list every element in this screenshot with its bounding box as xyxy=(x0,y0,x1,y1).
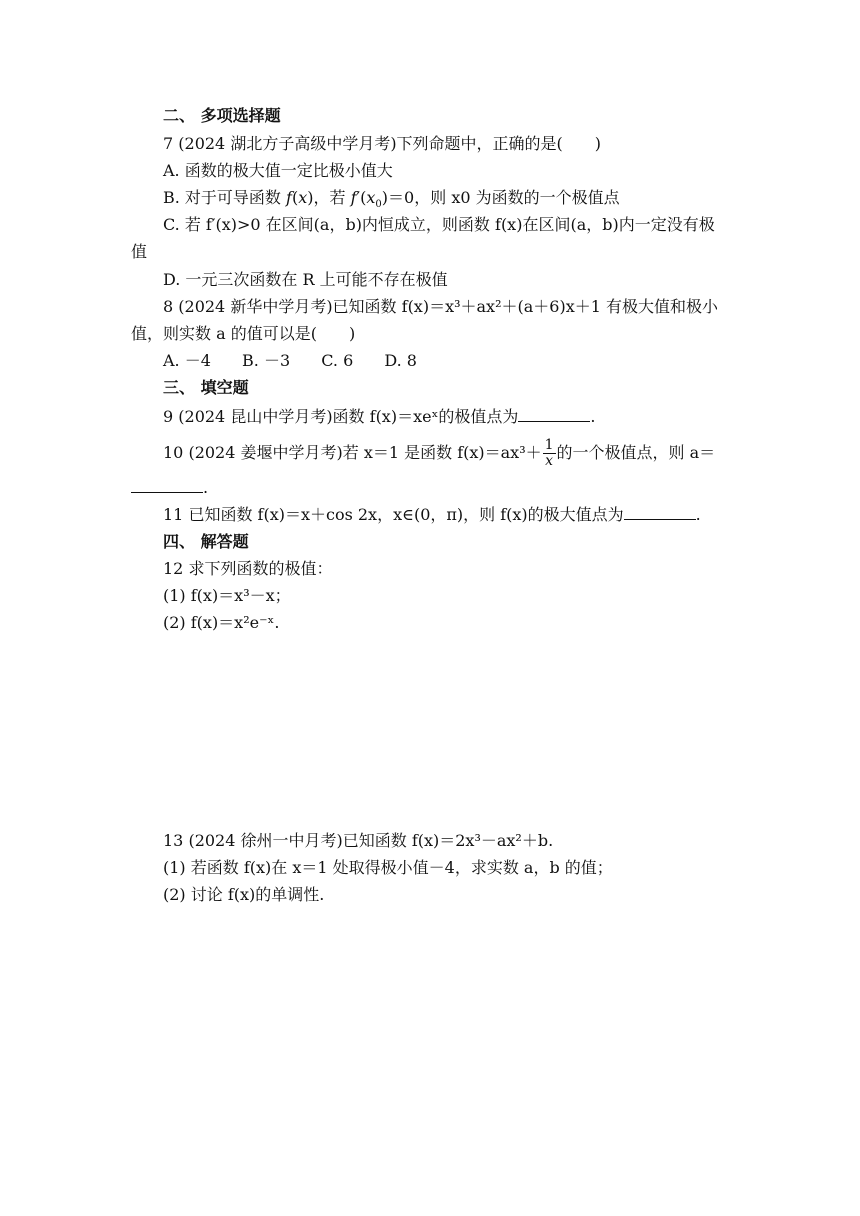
question-8-option: B. －3 xyxy=(242,351,291,370)
fraction-numerator: 1 xyxy=(544,437,554,453)
question-10-prefix: 10 (2024 姜堰中学月考)若 x＝1 是函数 f(x)＝ax³＋ xyxy=(163,443,542,462)
question-7-option-d: D. 一元三次函数在 R 上可能不存在极值 xyxy=(163,270,448,289)
question-7-option-c-line1: C. 若 f′(x)>0 在区间(a，b)内恒成立，则函数 f(x)在区间(a，b)内一定没有极 xyxy=(163,215,715,234)
question-10-line2 xyxy=(131,476,731,500)
answer-blank xyxy=(518,407,590,422)
fraction-denominator xyxy=(543,454,555,469)
question-7-option-b: B. 对于可导函数 f(x)，若 $f'(x_0)=0$，则 x0 为函数的一个极值点 xyxy=(163,188,620,211)
question-8-option: C. 6 xyxy=(321,351,354,370)
section-heading-fill-in: 三、 填空题 xyxy=(163,378,249,397)
question-13-part-1: (1) 若函数 f(x)在 x＝1 处取得极小值－4，求实数 a，b 的值； xyxy=(163,858,613,877)
question-8-option: A. －4 xyxy=(163,351,211,370)
question-8-options xyxy=(163,349,763,373)
answer-blank xyxy=(624,505,696,520)
question-11 xyxy=(163,503,763,527)
question-11-text: 11 已知函数 f(x)＝x＋cos 2x，x∈(0，π)，则 f(x)的极大值点为 xyxy=(163,505,624,524)
period: . xyxy=(590,407,596,426)
fraction-one-over-x xyxy=(543,438,556,469)
question-12-part-1: (1) f(x)＝x³－x； xyxy=(163,586,291,605)
question-10-suffix: 的一个极值点，则 a＝ xyxy=(556,443,716,462)
question-8-stem-line1: 8 (2024 新华中学月考)已知函数 f(x)＝x³＋ax²＋(a＋6)x＋1 有极大值和极小 xyxy=(163,297,718,316)
period: . xyxy=(695,505,701,524)
question-9 xyxy=(163,405,763,429)
math-fx: f xyxy=(286,188,292,207)
answer-blank xyxy=(131,478,203,493)
question-9-text: 9 (2024 昆山中学月考)函数 f(x)＝xeˣ的极值点为 xyxy=(163,407,519,426)
question-12-part-2: (2) f(x)＝x²e⁻ˣ. xyxy=(163,613,280,632)
section-heading-multiple-choice: 二、 多项选择题 xyxy=(163,106,281,125)
question-7-stem: 7 (2024 湖北方子高级中学月考)下列命题中，正确的是( ) xyxy=(163,134,602,153)
question-7-option-c-line2: 值 xyxy=(131,242,148,261)
question-13-stem: 13 (2024 徐州一中月考)已知函数 f(x)＝2x³－ax²＋b. xyxy=(163,831,554,850)
fraction-denominator-var: x xyxy=(545,453,554,469)
question-12-stem: 12 求下列函数的极值： xyxy=(163,559,333,578)
section-heading-answer: 四、 解答题 xyxy=(163,532,249,551)
option-b-suffix: ，则 x0 为函数的一个极值点 xyxy=(414,188,620,207)
question-8-option: D. 8 xyxy=(384,351,417,370)
option-b-middle: ，若 xyxy=(313,188,346,207)
question-8-stem-line2: 值，则实数 a 的值可以是( ) xyxy=(131,324,356,343)
question-10-line1 xyxy=(163,438,763,469)
option-b-prefix: B. 对于可导函数 xyxy=(163,188,281,207)
question-13-part-2: (2) 讨论 f(x)的单调性. xyxy=(163,885,325,904)
period: . xyxy=(203,478,209,497)
question-7-option-a: A. 函数的极大值一定比极小值大 xyxy=(163,161,393,180)
